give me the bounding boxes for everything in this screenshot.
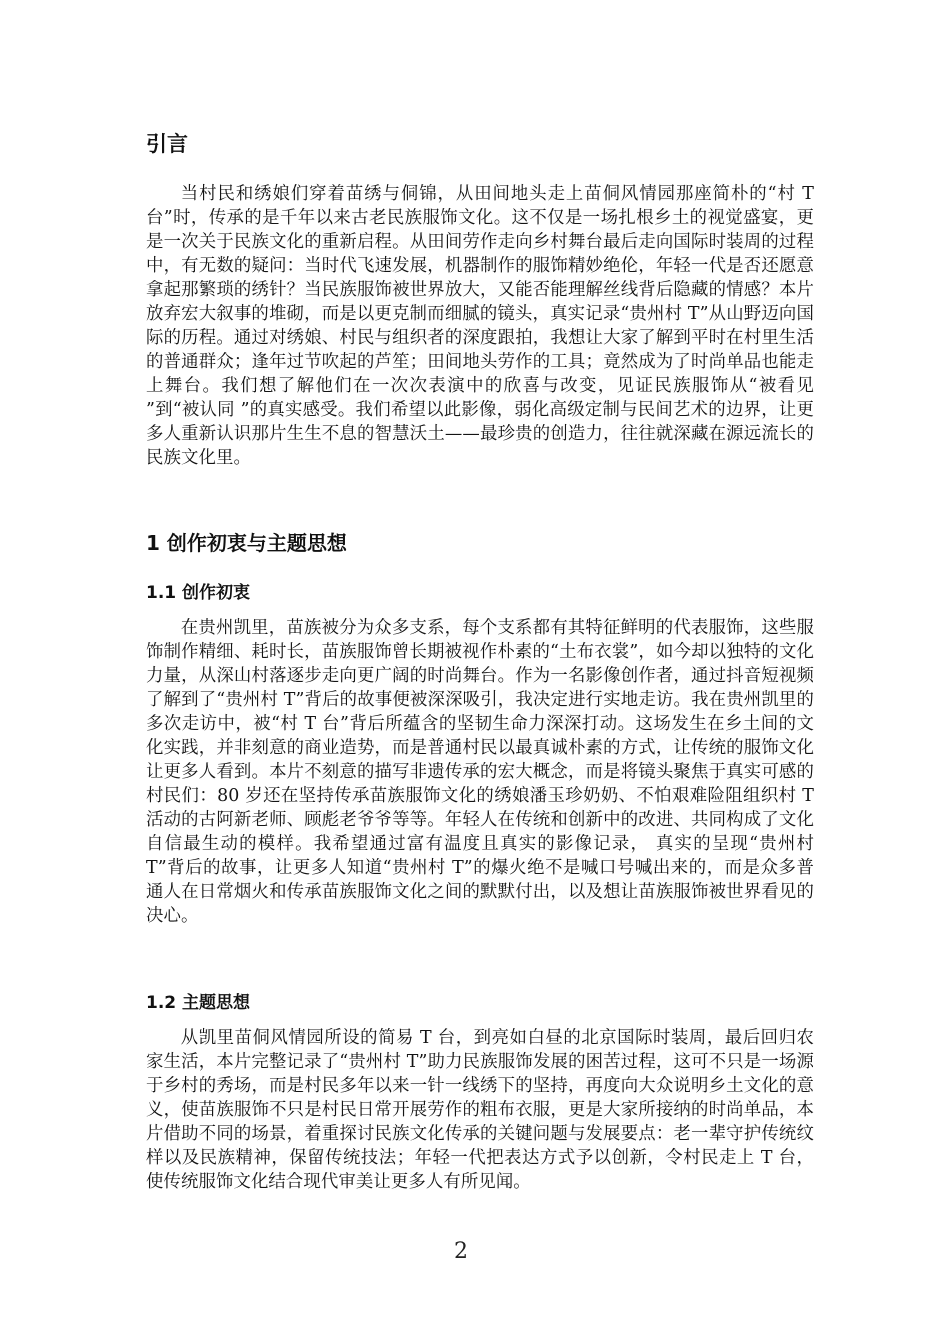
intro-paragraph: 当村民和绣娘们穿着苗绣与侗锦，从田间地头走上苗侗风情园那座简朴的“村 T 台”时，传承的是千年以来古老民族服饰文化。这不仅是一场扎根乡土的视觉盛宴，更是一次关于民族文化的重新启程。从田间劳作走向乡村舞台最后走向国际时装周的过程中，有无数的疑问：当时代飞速发展，机器制作的服饰精妙绝伦，年轻一代是否还愿意拿起那繁琐的绣针？当民族服饰被世界放大，又能否能理解丝线背后隐藏的情感？本片放弃宏大叙事的堆砌，而是以更克制而细腻的镜头，真实记录“贵州村 T”从山野迈向国际的历程。通过对绣娘、村民与组织者的深度跟拍，我想让大家了解到平时在村里生活的普通群众；逢年过节吹起的芦笙；田间地头劳作的工具；竟然成为了时尚单品也能走上舞台。我们想了解他们在一次次表演中的欣喜与改变，见证民族服饰从“被看见 ”到“被认同 ”的真实感受。我们希望以此影像，弱化高级定制与民间艺术的边界，让更多人重新认识那片生生不息的智慧沃土——最珍贵的创造力，往往就深藏在源远流长的民族文化里。 xyxy=(146,184,814,468)
subsection-1-2-heading: 1.2 主题思想 xyxy=(146,993,251,1013)
intro-heading: 引言 xyxy=(146,132,188,156)
subsection-1-1-heading: 1.1 创作初衷 xyxy=(146,583,251,603)
subsection-1-1-paragraph: 在贵州凯里，苗族被分为众多支系，每个支系都有其特征鲜明的代表服饰，这些服饰制作精细、耗时长，苗族服饰曾长期被视作朴素的“土布衣裳”，如今却以独特的文化力量，从深山村落逐步走向更广阔的时尚舞台。作为一名影像创作者，通过抖音短视频了解到了“贵州村 T”背后的故事便被深深吸引，我决定进行实地走访。我在贵州凯里的多次走访中，被“村 T 台”背后所蕴含的坚韧生命力深深打动。这场发生在乡土间的文化实践，并非刻意的商业造势，而是普通村民以最真诚朴素的方式，让传统的服饰文化让更多人看到。本片不刻意的描写非遗传承的宏大概念，而是将镜头聚焦于真实可感的村民们：80 岁还在坚持传承苗族服饰文化的绣娘潘玉珍奶奶、不怕艰难险阻组织村 T 活动的古阿新老师、顾彪老爷爷等等。年轻人在传统和创新中的改进、共同构成了文化自信最生动的模样。我希望通过富有温度且真实的影像记录， 真实的呈现“贵州村 T”背后的故事，让更多人知道“贵州村 T”的爆火绝不是喊口号喊出来的，而是众多普通人在日常烟火和传承苗族服饰文化之间的默默付出，以及想让苗族服饰被世界看见的决心。 xyxy=(146,618,814,926)
section1-heading: 1 创作初衷与主题思想 xyxy=(146,531,347,555)
page-number: 2 xyxy=(454,1239,468,1264)
subsection-1-2-paragraph: 从凯里苗侗风情园所设的简易 T 台，到亮如白昼的北京国际时装周，最后回归农家生活，本片完整记录了“贵州村 T”助力民族服饰发展的困苦过程，这可不只是一场源于乡村的秀场，而是村民多年以来一针一线绣下的坚持，再度向大众说明乡土文化的意义，使苗族服饰不只是村民日常开展劳作的粗布衣服，更是大家所接纳的时尚单品，本片借助不同的场景，着重探讨民族文化传承的关键问题与发展要点：老一辈守护传统纹样以及民族精神，保留传统技法；年轻一代把表达方式予以创新，令村民走上 T 台，使传统服饰文化结合现代审美让更多人有所见闻。 xyxy=(146,1028,814,1192)
